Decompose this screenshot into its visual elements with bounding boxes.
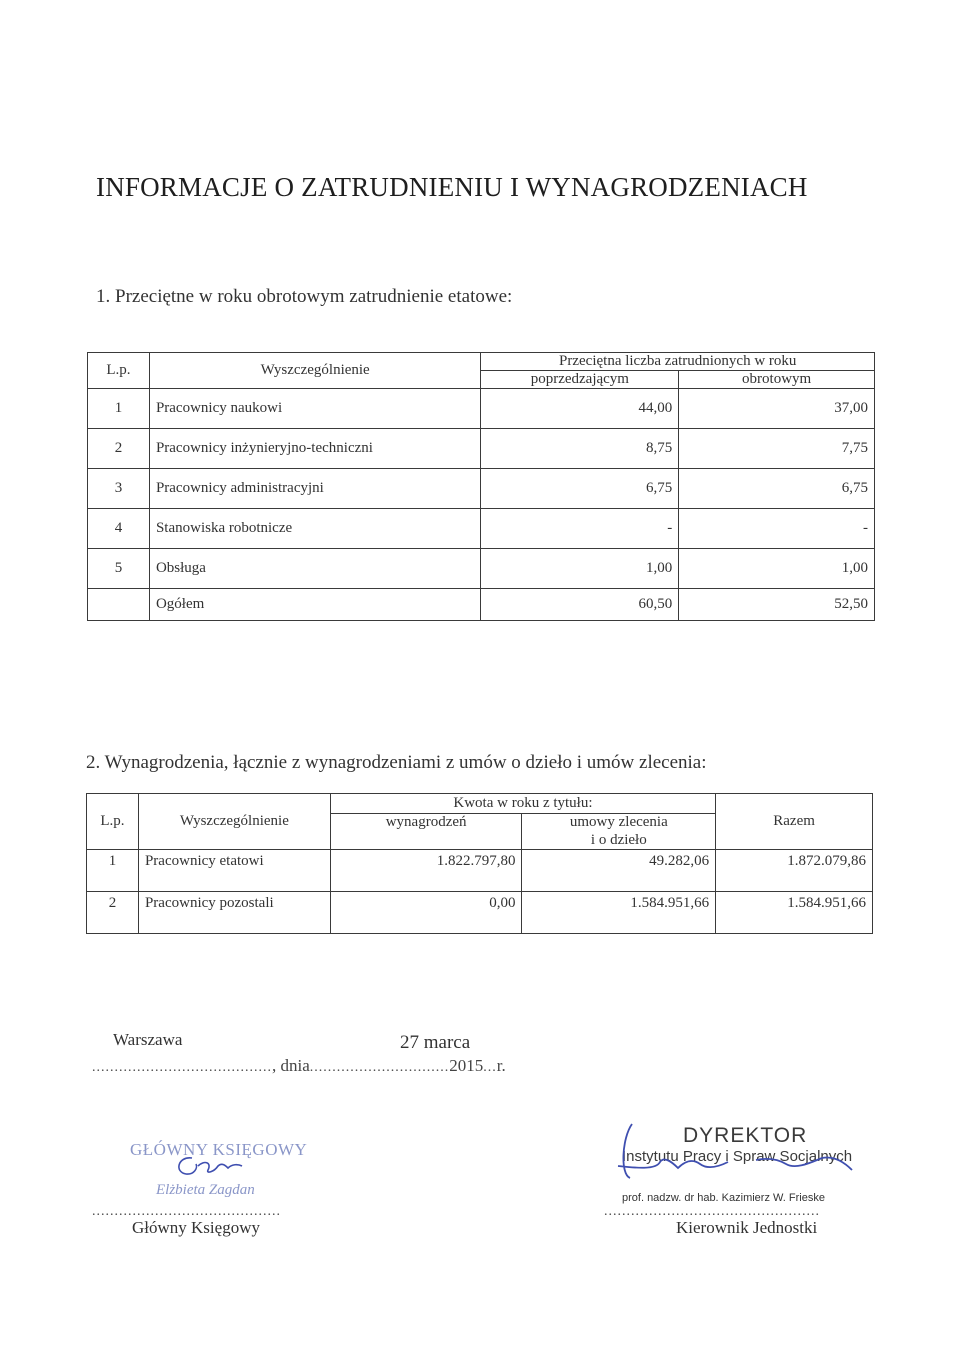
- row-lp: 1: [87, 850, 139, 892]
- chief-accountant-stamp: GŁÓWNY KSIĘGOWY: [130, 1140, 308, 1159]
- row-wages-value: 1.822.797,80: [330, 850, 522, 892]
- row-lp: 1: [88, 389, 150, 429]
- date-day-month: 27 marca: [400, 1032, 471, 1053]
- date-year: 2015: [449, 1056, 484, 1075]
- row-lp: 4: [88, 509, 150, 549]
- header-contracts-line1: umowy zlecenia: [522, 814, 716, 832]
- header-previous-year: poprzedzającym: [481, 371, 679, 389]
- row-contracts-value: 1.584.951,66: [522, 892, 716, 934]
- director-stamp-title: DYREKTOR: [683, 1124, 808, 1147]
- header-description: Wyszczególnienie: [149, 353, 481, 389]
- table-row: [87, 892, 873, 934]
- year-suffix-dots: ...: [483, 1060, 497, 1075]
- row-current-value: 1,00: [679, 549, 875, 589]
- header-lp: L.p.: [88, 353, 150, 389]
- section1-heading: 1. Przeciętne w roku obrotowym zatrudnienie etatowe:: [96, 286, 513, 307]
- row-lp: 2: [88, 429, 150, 469]
- row-total-value: 1.584.951,66: [716, 892, 873, 934]
- director-name: prof. nadzw. dr hab. Kazimierz W. Frieske: [622, 1192, 825, 1204]
- date-line: [92, 1056, 506, 1076]
- row-lp: 2: [87, 892, 139, 934]
- total-current-value: 52,50: [679, 589, 875, 621]
- total-description: Ogółem: [149, 589, 481, 621]
- row-lp: 5: [88, 549, 150, 589]
- section2-heading: 2. Wynagrodzenia, łącznie z wynagrodzeniami z umów o dzieło i umów zlecenia:: [86, 752, 707, 773]
- place-dots: ........................................: [92, 1060, 272, 1075]
- header-amount-group: Kwota w roku z tytułu:: [330, 794, 715, 814]
- director-dots: ................................................: [604, 1204, 820, 1219]
- row-current-value: 7,75: [679, 429, 875, 469]
- row-current-value: 37,00: [679, 389, 875, 429]
- table-row: [88, 469, 875, 509]
- row-contracts-value: 49.282,06: [522, 850, 716, 892]
- day-dots: ...............................: [309, 1060, 450, 1075]
- row-previous-value: 1,00: [481, 549, 679, 589]
- row-description: Pracownicy administracyjni: [149, 469, 481, 509]
- table-row: [88, 549, 875, 589]
- header-average-employment: Przeciętna liczba zatrudnionych w roku: [481, 353, 875, 371]
- header-contracts-line2: i o dzieło: [522, 832, 716, 850]
- row-description: Stanowiska robotnicze: [149, 509, 481, 549]
- row-description: Pracownicy pozostali: [138, 892, 330, 934]
- row-previous-value: 8,75: [481, 429, 679, 469]
- row-previous-value: 44,00: [481, 389, 679, 429]
- director-caption: Kierownik Jednostki: [676, 1218, 818, 1237]
- header-wages: wynagrodzeń: [330, 814, 522, 850]
- dnia-label: , dnia: [272, 1056, 310, 1075]
- chief-accountant-dots: ..........................................: [92, 1204, 281, 1219]
- salaries-table: [86, 793, 873, 934]
- header-lp: L.p.: [87, 794, 139, 850]
- table-total-row: [88, 589, 875, 621]
- row-current-value: -: [679, 509, 875, 549]
- table-row: [88, 389, 875, 429]
- table-row: [88, 509, 875, 549]
- row-wages-value: 0,00: [330, 892, 522, 934]
- place-city: Warszawa: [113, 1030, 183, 1049]
- r-label: r.: [496, 1056, 506, 1075]
- director-signature: [616, 1118, 866, 1188]
- row-total-value: 1.872.079,86: [716, 850, 873, 892]
- director-stamp-institute: Instytutu Pracy i Spraw Socjalnych: [622, 1148, 853, 1165]
- row-description: Pracownicy etatowi: [138, 850, 330, 892]
- row-current-value: 6,75: [679, 469, 875, 509]
- table-header-row: [88, 353, 875, 371]
- total-previous-value: 60,50: [481, 589, 679, 621]
- total-lp: [88, 589, 150, 621]
- employment-table: [87, 352, 875, 621]
- row-description: Obsługa: [149, 549, 481, 589]
- table-row: [88, 429, 875, 469]
- table-header-row: [87, 794, 873, 814]
- document-title: INFORMACJE O ZATRUDNIENIU I WYNAGRODZENIACH: [96, 172, 808, 202]
- header-current-year: obrotowym: [679, 371, 875, 389]
- row-description: Pracownicy inżynieryjno-techniczni: [149, 429, 481, 469]
- table-row: [87, 850, 873, 892]
- row-previous-value: 6,75: [481, 469, 679, 509]
- header-total: Razem: [716, 794, 873, 850]
- chief-accountant-name: Elżbieta Zagdan: [156, 1182, 255, 1198]
- row-lp: 3: [88, 469, 150, 509]
- header-description: Wyszczególnienie: [138, 794, 330, 850]
- row-previous-value: -: [481, 509, 679, 549]
- chief-accountant-caption: Główny Księgowy: [132, 1218, 260, 1237]
- row-description: Pracownicy naukowi: [149, 389, 481, 429]
